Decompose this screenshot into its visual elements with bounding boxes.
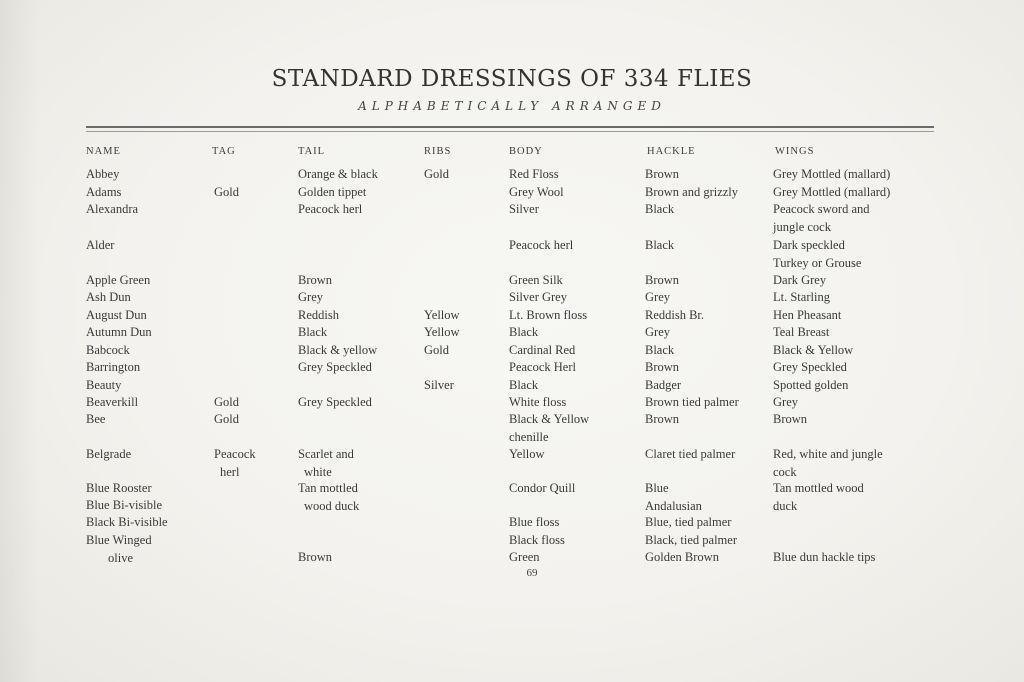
cell-hackle: Claret tied palmer (645, 447, 736, 461)
cell-wings: Dark Grey (773, 273, 827, 287)
cell-name: olive (108, 550, 133, 565)
cell-hackle: Brown tied palmer (645, 395, 739, 409)
cell-wings: Spotted golden (773, 378, 849, 392)
cell-wings: Grey Mottled (mallard) (773, 167, 891, 181)
cell-tag: Gold (214, 412, 239, 426)
page-title: STANDARD DRESSINGS OF 334 FLIES (271, 66, 753, 92)
cell-body: Red Floss (509, 167, 559, 181)
cell-wings: Red, white and jungle (773, 447, 883, 461)
cell-wings: Grey Mottled (mallard) (773, 185, 891, 199)
cell-body: Peacock Herl (509, 360, 576, 374)
cell-name: Abbey (86, 167, 120, 181)
cell-body: Blue floss (509, 515, 560, 529)
cell-tail: white (304, 464, 332, 479)
page-number: 69 (526, 567, 538, 579)
cell-name: Blue Bi-visible (86, 498, 163, 512)
cell-name: Ash Dun (86, 290, 131, 304)
cell-wings: cock (773, 464, 797, 479)
cell-tail: Scarlet and (298, 447, 354, 461)
cell-ribs: Yellow (424, 308, 460, 322)
cell-wings: Brown (773, 412, 808, 426)
cell-wings: Tan mottled wood (773, 481, 864, 495)
cell-body: White floss (509, 395, 567, 409)
cell-hackle: Grey (645, 325, 670, 339)
cell-name: Beauty (86, 378, 122, 392)
cell-wings: Blue dun hackle tips (773, 550, 876, 564)
cell-tail: Grey Speckled (298, 360, 372, 374)
cell-tail: Orange & black (298, 167, 378, 181)
cell-tail: Tan mottled (298, 481, 358, 495)
cell-name: August Dun (86, 308, 147, 322)
cell-wings: jungle cock (773, 219, 831, 234)
cell-name: Beaverkill (86, 395, 139, 409)
cell-hackle: Reddish Br. (645, 308, 705, 322)
cell-wings: Turkey or Grouse (773, 255, 862, 270)
cell-body: Peacock herl (509, 238, 574, 252)
cell-body: Cardinal Red (509, 343, 576, 357)
cell-tag: Peacock (214, 447, 256, 461)
cell-body: Black floss (509, 533, 565, 547)
cell-wings: Grey Speckled (773, 360, 847, 374)
cell-tag: Gold (214, 395, 239, 409)
column-header-name: NAME (86, 146, 121, 157)
cell-body: Black (509, 378, 539, 392)
cell-hackle: Brown (645, 360, 680, 374)
cell-name: Alder (86, 238, 115, 252)
column-header-hackle: HACKLE (647, 146, 696, 157)
cell-tail: Reddish (298, 308, 339, 322)
cell-hackle: Badger (645, 378, 682, 392)
cell-tag: Gold (214, 185, 239, 199)
header-rule-thick (86, 126, 934, 128)
column-header-tail: TAIL (298, 146, 326, 157)
cell-name: Blue Winged (86, 533, 152, 547)
cell-tag: herl (220, 464, 240, 479)
cell-hackle: Brown (645, 412, 680, 426)
cell-hackle: Grey (645, 290, 670, 304)
cell-wings: Lt. Starling (773, 290, 830, 304)
cell-wings: Peacock sword and (773, 202, 870, 216)
cell-tail: Brown (298, 273, 333, 287)
cell-body: Silver Grey (509, 290, 567, 304)
cell-body: Black & Yellow (509, 412, 590, 426)
cell-tail: Peacock herl (298, 202, 363, 216)
cell-tail: Black & yellow (298, 343, 378, 357)
cell-hackle: Golden Brown (645, 550, 719, 564)
cell-hackle: Blue, tied palmer (645, 515, 732, 529)
cell-name: Autumn Dun (86, 325, 152, 339)
cell-hackle: Black (645, 343, 675, 357)
cell-tail: Black (298, 325, 328, 339)
cell-hackle: Brown (645, 167, 680, 181)
cell-wings: duck (773, 498, 798, 513)
cell-body: Black (509, 325, 539, 339)
column-header-wings: WINGS (775, 146, 815, 157)
cell-hackle: Black, tied palmer (645, 533, 737, 547)
cell-tail: Golden tippet (298, 185, 367, 199)
cell-name: Belgrade (86, 447, 132, 461)
cell-tail: Brown (298, 550, 333, 564)
cell-body: Yellow (509, 447, 545, 461)
cell-body: Silver (509, 202, 539, 216)
cell-hackle: Brown and grizzly (645, 185, 739, 199)
cell-hackle: Black (645, 202, 675, 216)
column-header-tag: TAG (212, 146, 236, 157)
header-rule-thin (86, 131, 934, 132)
cell-name: Babcock (86, 343, 130, 357)
column-header-ribs: RIBS (424, 146, 452, 157)
cell-name: Apple Green (86, 273, 151, 287)
cell-wings: Teal Breast (773, 325, 830, 339)
cell-tail: Grey (298, 290, 323, 304)
column-header-body: BODY (509, 146, 543, 157)
cell-body: Lt. Brown floss (509, 308, 588, 322)
cell-ribs: Gold (424, 343, 449, 357)
cell-wings: Dark speckled (773, 238, 845, 252)
cell-body: chenille (509, 429, 549, 444)
cell-wings: Grey (773, 395, 798, 409)
cell-body: Green (509, 550, 540, 564)
page-subtitle: ALPHABETICALLY ARRANGED (358, 99, 666, 113)
cell-ribs: Yellow (424, 325, 460, 339)
cell-body: Green Silk (509, 273, 563, 287)
cell-ribs: Gold (424, 167, 449, 181)
cell-ribs: Silver (424, 378, 454, 392)
cell-body: Grey Wool (509, 185, 564, 199)
cell-wings: Black & Yellow (773, 343, 854, 357)
cell-name: Alexandra (86, 202, 139, 216)
cell-name: Barrington (86, 360, 141, 374)
cell-name: Black Bi-visible (86, 515, 168, 529)
cell-hackle: Black (645, 238, 675, 252)
cell-hackle: Andalusian (645, 498, 702, 513)
cell-hackle: Blue (645, 481, 669, 495)
cell-name: Adams (86, 185, 122, 199)
cell-body: Condor Quill (509, 481, 576, 495)
cell-name: Blue Rooster (86, 481, 152, 495)
cell-wings: Hen Pheasant (773, 308, 842, 322)
cell-name: Bee (86, 412, 106, 426)
cell-hackle: Brown (645, 273, 680, 287)
cell-tail: Grey Speckled (298, 395, 372, 409)
cell-tail: wood duck (304, 498, 360, 513)
